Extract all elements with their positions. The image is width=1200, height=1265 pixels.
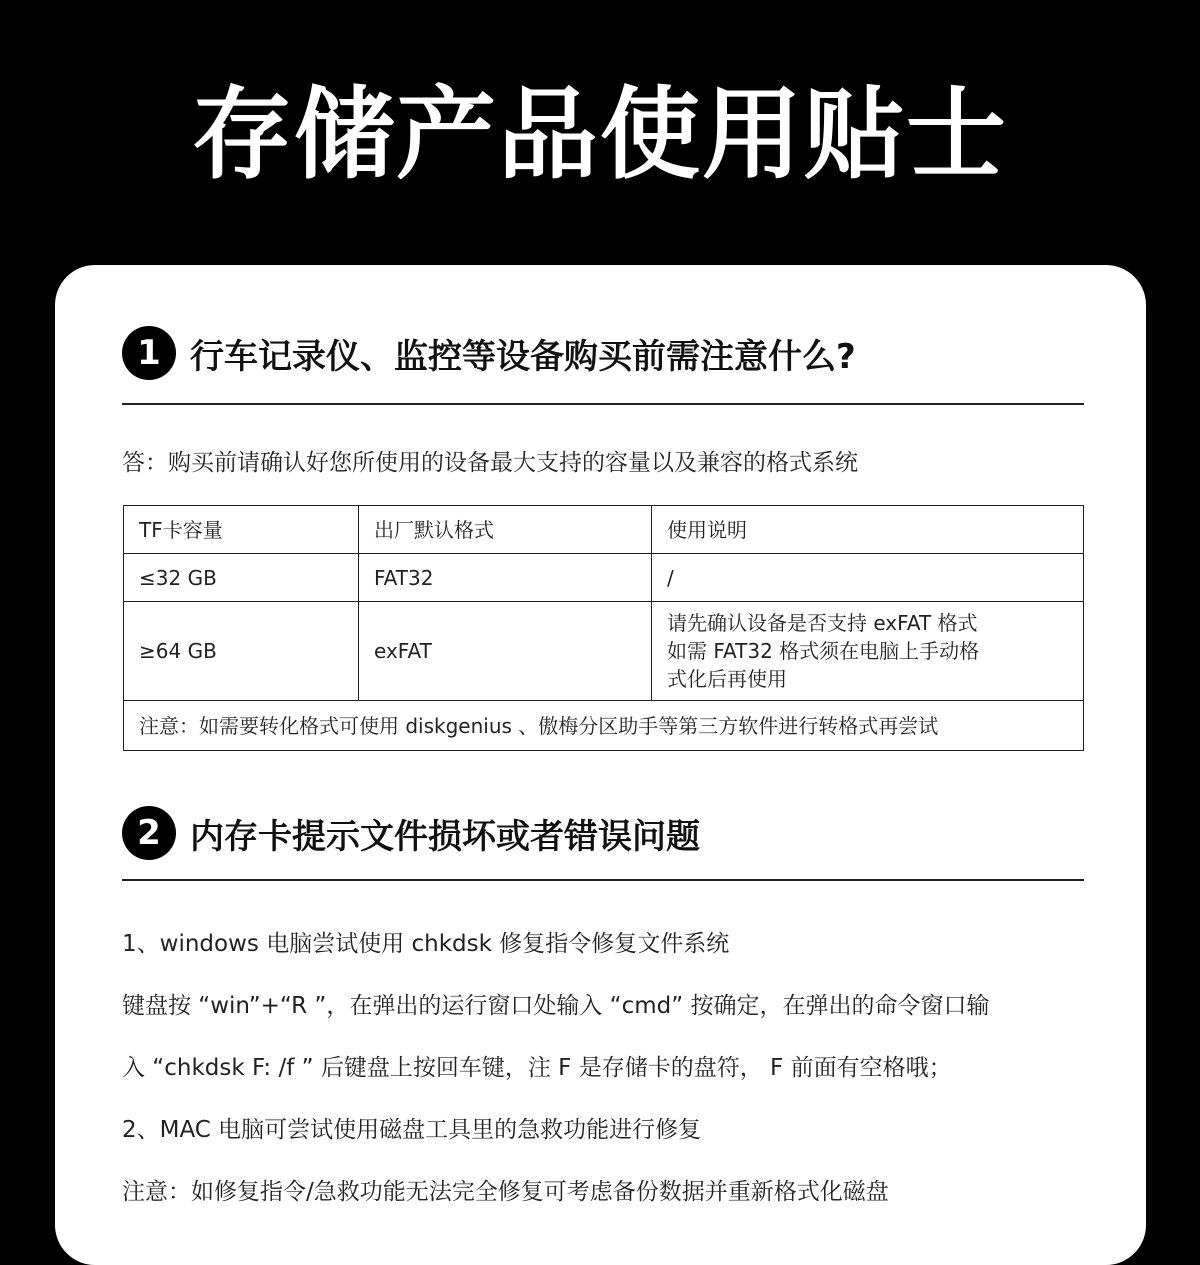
page-title: 存储产品使用贴士 <box>192 76 1008 193</box>
cell-line: 如需 FAT32 格式须在电脑上手动格 <box>667 639 980 663</box>
paragraph-line: 注意：如修复指令/急救功能无法完全修复可考虑备份数据并重新格式化磁盘 <box>122 1179 889 1205</box>
paragraph-line: 1、windows 电脑尝试使用 chkdsk 修复指令修复文件系统 <box>122 931 730 957</box>
header-cell: 使用说明 <box>652 506 1084 554</box>
table-cell: exFAT <box>359 602 652 701</box>
table-cell: FAT32 <box>359 554 652 602</box>
header-cell: TF卡容量 <box>124 506 359 554</box>
table-row <box>124 602 1084 701</box>
table-cell: ≤32 GB <box>124 554 359 602</box>
number-badge-2: 2 <box>122 806 176 860</box>
capacity-format-table <box>123 505 1084 751</box>
number-badge-1: 1 <box>122 326 176 380</box>
cell-line: 式化后再使用 <box>667 667 787 691</box>
section-2-title: 内存卡提示文件损坏或者错误问题 <box>190 816 700 857</box>
section-2-heading <box>122 806 700 860</box>
table-cell: ≥64 GB <box>124 602 359 701</box>
table-header-row <box>124 506 1084 554</box>
table-row <box>124 554 1084 602</box>
divider <box>122 403 1084 405</box>
paragraph-line: 2、MAC 电脑可尝试使用磁盘工具里的急救功能进行修复 <box>122 1117 702 1143</box>
answer-text: 答：购买前请确认好您所使用的设备最大支持的容量以及兼容的格式系统 <box>122 450 858 476</box>
table-cell: / <box>652 554 1084 602</box>
section-1-heading <box>122 326 856 380</box>
table-note-row <box>124 701 1084 751</box>
paragraph-line: 入 “chkdsk F: /f ” 后键盘上按回车键，注 F 是存储卡的盘符， F 前面有空格哦； <box>122 1055 952 1081</box>
table-note: 注意：如需要转化格式可使用 diskgenius 、傲梅分区助手等第三方软件进行转格式再尝试 <box>124 701 1084 751</box>
table-cell <box>652 602 1084 701</box>
section-1-title: 行车记录仪、监控等设备购买前需注意什么? <box>190 336 856 377</box>
divider <box>122 879 1084 881</box>
paragraph-line: 键盘按 “win”+“R ”，在弹出的运行窗口处输入 “cmd” 按确定，在弹出的命令窗口输 <box>122 993 990 1019</box>
cell-line: 请先确认设备是否支持 exFAT 格式 <box>667 611 978 635</box>
header-cell: 出厂默认格式 <box>359 506 652 554</box>
